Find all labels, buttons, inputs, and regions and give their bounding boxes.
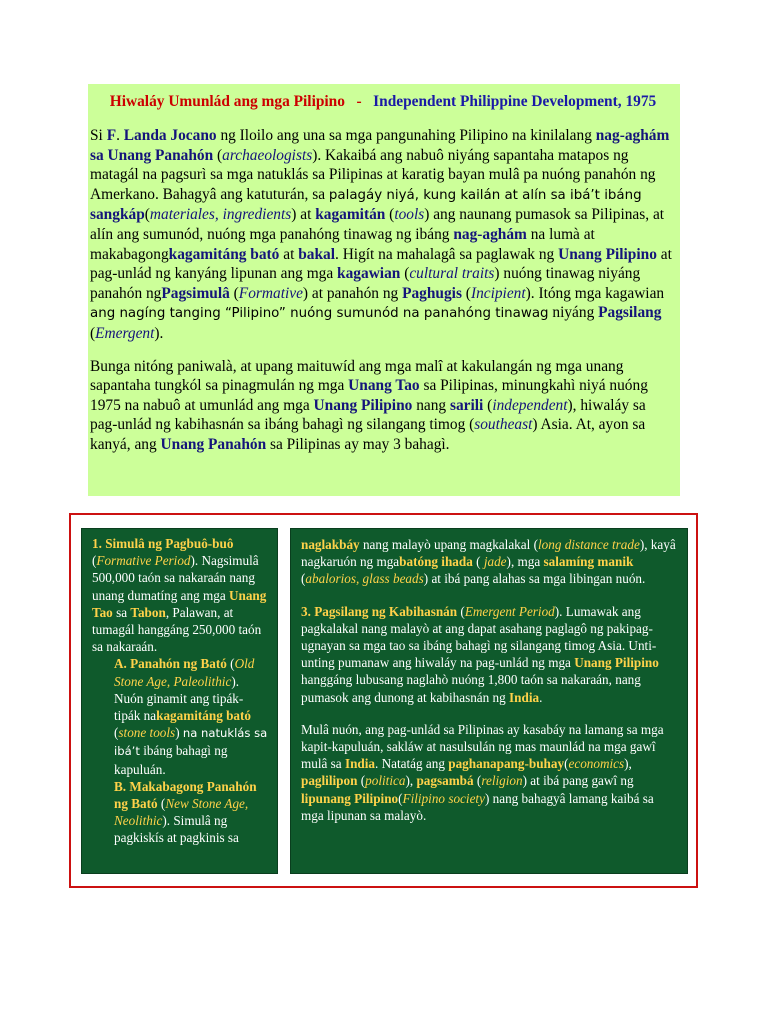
english-term: cultural traits	[409, 265, 495, 283]
periods-left-panel	[81, 528, 278, 874]
english-term: Old Stone Age, Paleolithic	[114, 656, 255, 689]
text: (	[144, 206, 150, 224]
text: sa	[112, 604, 131, 620]
english-term: Incipient	[470, 284, 526, 302]
english-term: Emergent Period	[464, 603, 555, 619]
english-term: tools	[394, 206, 425, 224]
period-3-text	[301, 603, 679, 706]
text: ),	[405, 773, 417, 789]
text: ),	[624, 756, 632, 772]
english-term: Formative	[238, 284, 303, 302]
english-term: economics	[568, 756, 625, 772]
period-1-text	[92, 535, 269, 655]
english-term: long distance trade	[537, 537, 640, 552]
text: ). Itóng mga kagawian	[525, 284, 665, 302]
emphasis: kagamitáng bató	[156, 708, 252, 724]
text: ) at panahón ng	[302, 284, 403, 302]
text: (	[90, 324, 96, 342]
english-term: Formative Period	[96, 553, 191, 569]
english-term: jade	[483, 554, 507, 570]
text: Bunga nitóng paniwalà, at upang maituwíd ang mga malî at kakulangán ng mga unang sapantaha tungkól sa pinagmulán ng mga	[90, 357, 624, 395]
english-term: independent	[492, 396, 568, 414]
text: (	[226, 656, 235, 672]
emphasis: kagamitán	[315, 206, 386, 224]
emphasis: Unang Tao	[348, 377, 420, 395]
text: at pag-unlád ng kanyáng lipunan ang mga	[90, 245, 672, 283]
emphasis: nag-aghám	[453, 225, 527, 243]
text: (	[461, 284, 471, 302]
alt-font-text: na natuklás sa ibá’t	[114, 726, 268, 759]
text: ). Simulâ ng pagkiskís at pagkinis sa	[114, 813, 239, 846]
emphasis: Unang Tao	[92, 587, 267, 620]
english-term: abalorios, glass beads	[305, 571, 424, 587]
emphasis: batóng ihada	[399, 554, 473, 570]
text: (	[92, 553, 97, 569]
emphasis: Pagsimulâ	[161, 284, 230, 302]
text: ).	[154, 324, 164, 342]
text: (	[457, 603, 465, 619]
text: (	[564, 756, 569, 772]
emphasis: Unang Pilipino	[574, 655, 659, 671]
emphasis: Unang Panahón	[160, 435, 267, 453]
text: sa Pilipinas ay may 3 bahagì.	[266, 435, 450, 453]
text: (	[301, 571, 306, 587]
english-term: southeast	[474, 416, 533, 434]
emphasis: Unang Pilipino	[313, 396, 413, 414]
text: ) at ibá pang gawî ng	[522, 773, 634, 789]
alt-font-text: palagáy niyá, kung kailán at alín sa ibá’t ibáng	[328, 187, 642, 203]
title-filipino: Hiwaláy Umunlád ang mga Pilipino	[109, 93, 345, 110]
text: na lumà at makabagong	[90, 225, 595, 263]
english-term: stone tools	[118, 725, 176, 741]
emphasis: Pagsilang	[598, 304, 662, 322]
text: ). Kakaibá ang nabuô niyáng sapantaha matapos ng matagál na pagsurì sa mga natuklás sa Pilipinas at karatig bayan mulâ pa nuóng panahón ng Amerkano. Bahagyâ ang katuturán, sa	[90, 146, 656, 203]
text: nang	[412, 396, 450, 414]
title-separator: -	[356, 93, 362, 110]
text: ) ang naunang pumasok sa Pilipinas, at alín ang sumunód, nuóng mga panahóng tinawag ng ibáng	[90, 206, 665, 243]
emphasis: sarili	[449, 396, 484, 414]
text: (	[213, 146, 223, 164]
emphasis: pagsambá	[416, 773, 474, 789]
english-term: materiales, ingredients	[149, 206, 292, 224]
intro-panel	[88, 84, 680, 496]
text: nang malayò upang magkalakal (	[359, 537, 538, 552]
emphasis: kagamitáng bató	[168, 245, 280, 263]
periods-right-panel	[290, 528, 688, 874]
intro-paragraph-1	[90, 126, 676, 344]
text: (	[473, 773, 482, 789]
page-title	[90, 92, 676, 112]
emphasis: paglilipon	[301, 773, 358, 789]
text: (	[357, 773, 366, 789]
text: (	[385, 206, 395, 224]
conclusion-text	[301, 721, 679, 824]
english-term: religion	[481, 773, 523, 789]
text: ) nang bahagyâ lamang kaibá sa mga lipunan sa malayò.	[301, 790, 654, 823]
text: . Higít na mahalagâ sa paglawak ng	[335, 245, 559, 263]
emphasis: Paghugis	[402, 284, 462, 302]
text: ), hiwaláy sa pag-unlád ng kabihasnán sa ibáng bahagì ng silangang timog (	[90, 396, 646, 434]
text: (	[483, 396, 493, 414]
emphasis: A. Panahón ng Bató	[114, 656, 227, 672]
text: at	[279, 245, 299, 263]
emphasis: Tabon	[130, 604, 166, 620]
text: niyáng	[548, 304, 599, 322]
english-term: politica	[365, 773, 406, 789]
emphasis: Unang Pilipino	[558, 245, 657, 263]
english-term: New Stone Age, Neolithic	[114, 796, 249, 829]
period-1a-text	[92, 655, 269, 777]
text: hanggáng lubusang naglahò nuóng 1,800 taón sa nakaraán, nang pumasok ang dunong at kabihasnán ng	[301, 672, 641, 705]
emphasis: naglakbáy	[301, 537, 360, 552]
text: ng Iloilo ang una sa mga pangunahing Pilipino na kinilalang	[216, 127, 596, 144]
emphasis: paghanapang-buhay	[448, 756, 565, 772]
intro-paragraph-2	[90, 357, 676, 455]
emphasis: India	[344, 756, 376, 772]
text: Mulâ nuón, ang pag-unlád sa Pilipinas ay kasabáy na lamang sa mga kapit-kapuluán, sakláw at nasulsulán ng mas maunlád na mga gawî mulâ sa	[301, 721, 664, 772]
text: ) at ibá pang alahas sa mga libingan nuón.	[423, 571, 646, 587]
emphasis: India	[509, 689, 540, 705]
alt-font-text: ang nagíng tanging “Pilipino” nuóng sumunód na panahóng tinawag	[90, 306, 549, 322]
text: Si	[90, 127, 107, 144]
text: ) nuóng tinawag niyáng panahón ng	[90, 265, 641, 302]
text: (	[229, 284, 239, 302]
text: ibáng bahagì ng kapuluán.	[114, 743, 228, 777]
emphasis: sangkáp	[90, 206, 145, 224]
text: ), kayâ nagkaruón ng mga	[301, 537, 676, 570]
title-english: Independent Philippine Development, 1975	[373, 93, 657, 110]
text: (	[398, 790, 403, 806]
text: ). Lumawak ang pagkalakal nang malayò at ang dapat asahang paglagô ng pakipag-ugnayan sa mga tao sa ibáng bahagì ng silangang timog Asia. Unti-unting pumanaw ang hiwaláy na pag-unlád ng mga	[301, 603, 657, 671]
emphasis: 3. Pagsilang ng Kabihasnán	[301, 603, 458, 619]
text: .	[116, 127, 124, 144]
text: ). Nagsimulâ 500,000 taón sa nakaraán nang unang dumatíng ang mga	[92, 553, 259, 603]
text: (	[114, 725, 119, 741]
text: .	[539, 689, 543, 705]
text: )	[175, 725, 183, 741]
period-1b-text	[92, 778, 269, 847]
english-term: Filipino society	[402, 790, 485, 806]
emphasis: kagawian	[337, 265, 401, 283]
text: (	[472, 554, 484, 570]
text: , Palawan, at tumagál hanggáng 250,000 taón sa nakaraán.	[92, 604, 262, 655]
english-term: archaeologists	[222, 146, 313, 164]
emphasis: 1. Simulâ ng Pagbuô-buô	[92, 536, 234, 551]
text: ). Nuón ginamit ang tipák-tipák na	[114, 673, 244, 724]
emphasis: nag-aghám sa Unang Panahón	[90, 127, 670, 164]
emphasis: B. Makabagong Panahón ng Bató	[114, 778, 257, 812]
emphasis: lipunang Pilipino	[301, 790, 399, 806]
english-term: Emergent	[95, 324, 155, 342]
emphasis: Landa Jocano	[123, 127, 217, 144]
text: (	[157, 796, 166, 812]
text: . Natatág ang	[375, 756, 449, 772]
text: (	[400, 265, 410, 283]
emphasis: bakal	[298, 245, 335, 263]
text: ) at	[291, 206, 316, 224]
text: ), mga	[506, 554, 544, 570]
emphasis: salamíng manik	[543, 554, 634, 570]
text: ) Asia. At, ayon sa kanyá, ang	[90, 416, 646, 453]
text: sa Pilipinas, minungkahì niyá nuóng 1975 na nabuô at umunlád ang mga	[90, 377, 648, 414]
period-2-continued-text	[301, 536, 679, 588]
emphasis: F	[106, 127, 117, 144]
